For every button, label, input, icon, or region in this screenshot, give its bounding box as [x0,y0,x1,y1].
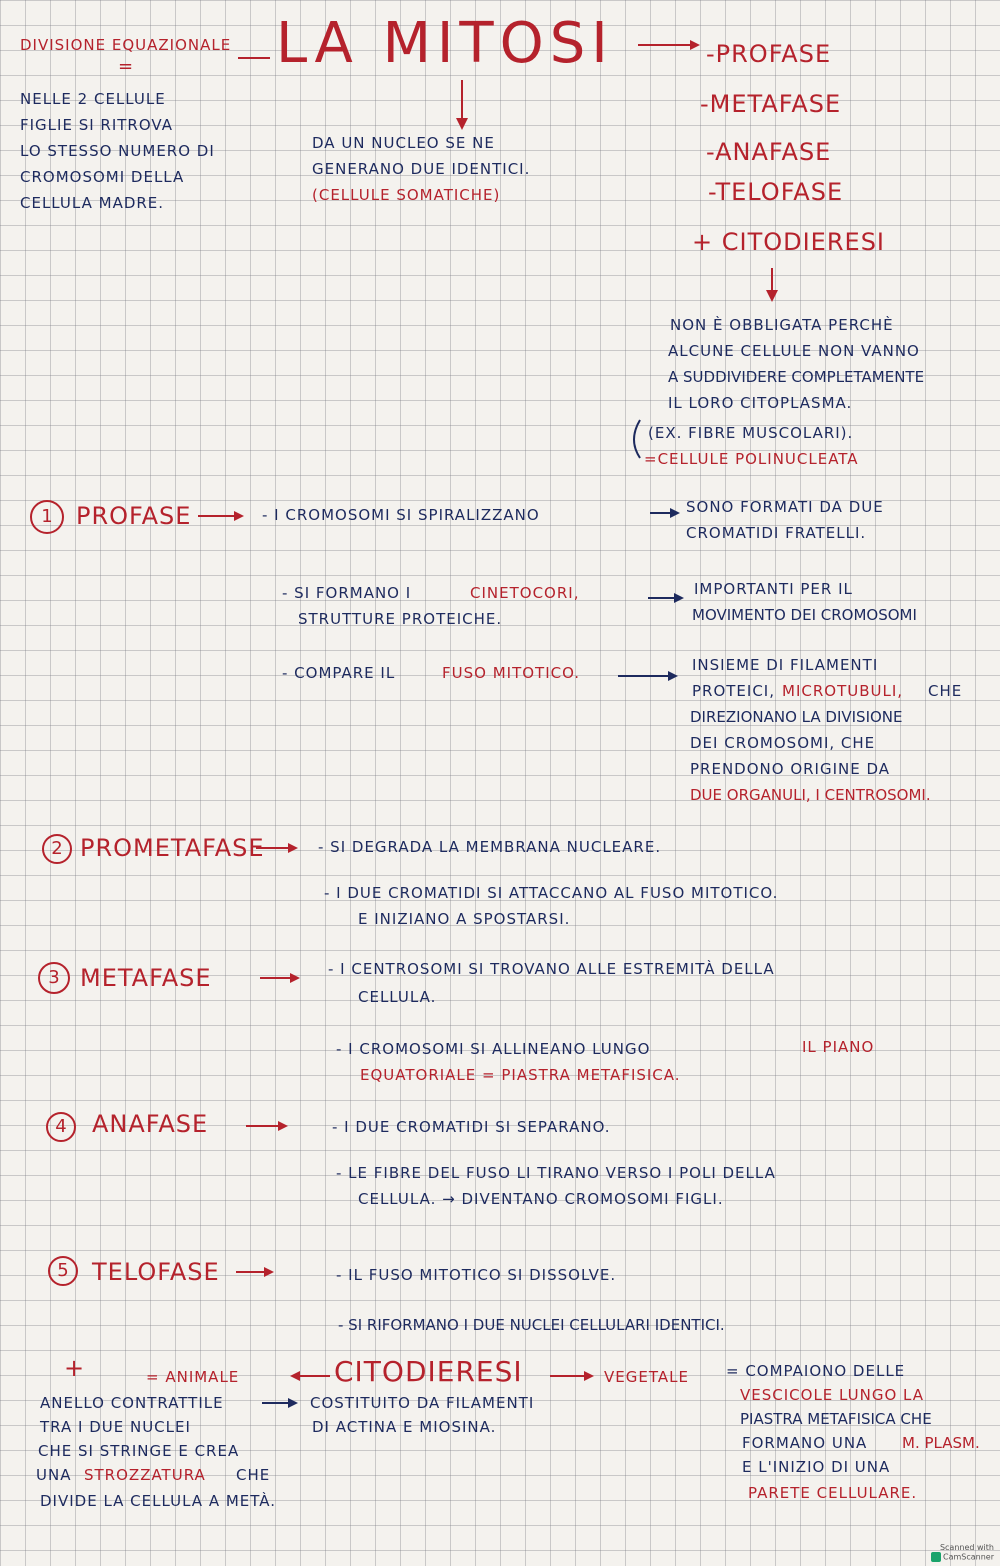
camscanner-logo-icon [931,1552,941,1562]
profase-note1-a: SONO FORMATI DA DUE [686,498,884,516]
piastra-metafisica-term: EQUATORIALE = PIASTRA METAFISICA. [360,1066,681,1084]
prometafase-line1: - SI DEGRADA LA MEMBRANA NUCLEARE. [318,838,662,856]
section-number-1: 1 [30,500,64,534]
telofase-line1: - IL FUSO MITOTICO SI DISSOLVE. [336,1266,617,1284]
telofase-line2: - SI RIFORMANO I DUE NUCLEI CELLULARI IDENTICI. [338,1316,725,1334]
profase-note1-b: CROMATIDI FRATELLI. [686,524,867,542]
profase-line1: - I CROMOSOMI SI SPIRALIZZANO [262,506,540,524]
metafase-line1b: CELLULA. [358,988,437,1006]
cinetocori-term: CINETOCORI, [470,584,580,602]
section-number-4: 4 [46,1112,76,1142]
profase-note2-a: IMPORTANTI PER IL [694,580,853,598]
section-number-5: 5 [48,1256,78,1286]
fuso-mitotico-term: FUSO MITOTICO. [442,664,581,682]
anafase-line2b: CELLULA. → DIVENTANO CROMOSOMI FIGLI. [358,1190,724,1208]
citodieresi-heading: CITODIERESI [334,1355,523,1388]
section-number-3: 3 [38,962,70,994]
prometafase-line2b: E INIZIANO A SPOSTARSI. [358,910,571,928]
profase-heading: PROFASE [76,502,192,530]
metafase-line1a: - I CENTROSOMI SI TROVANO ALLE ESTREMITÀ DELLA [328,960,775,978]
profase-line2b: STRUTTURE PROTEICHE. [298,610,503,628]
profase-line3a: - COMPARE IL [282,664,396,682]
metafase-line2a: - I CROMOSOMI SI ALLINEANO LUNGO [336,1040,651,1058]
division-label: DIVISIONE EQUAZIONALE [20,36,232,54]
animale-label: = ANIMALE [146,1368,240,1386]
equals-sign: = [118,56,135,77]
profase-note2-b: MOVIMENTO DEI CROMOSOMI [692,606,917,624]
anafase-line2a: - LE FIBRE DEL FUSO LI TIRANO VERSO I POLI DELLA [336,1164,776,1182]
anafase-heading: ANAFASE [92,1110,209,1138]
vegetale-label: VEGETALE [604,1368,689,1386]
camscanner-watermark [931,1543,994,1562]
anafase-line1: - I DUE CROMATIDI SI SEPARANO. [332,1118,611,1136]
profase-line2a: - SI FORMANO I [282,584,412,602]
page-title: LA MITOSI [276,11,614,76]
section-number-2: 2 [42,834,72,864]
watermark-line2: CamScanner [942,1552,994,1562]
piano-term: IL PIANO [802,1038,875,1056]
metafase-heading: METAFASE [80,964,212,992]
telofase-heading: TELOFASE [92,1258,220,1286]
prometafase-heading: PROMETAFASE [80,834,265,862]
prometafase-line2a: - I DUE CROMATIDI SI ATTACCANO AL FUSO MITOTICO. [324,884,779,902]
plus-sign: + [64,1354,86,1382]
watermark-line1: Scanned with [939,1543,994,1552]
